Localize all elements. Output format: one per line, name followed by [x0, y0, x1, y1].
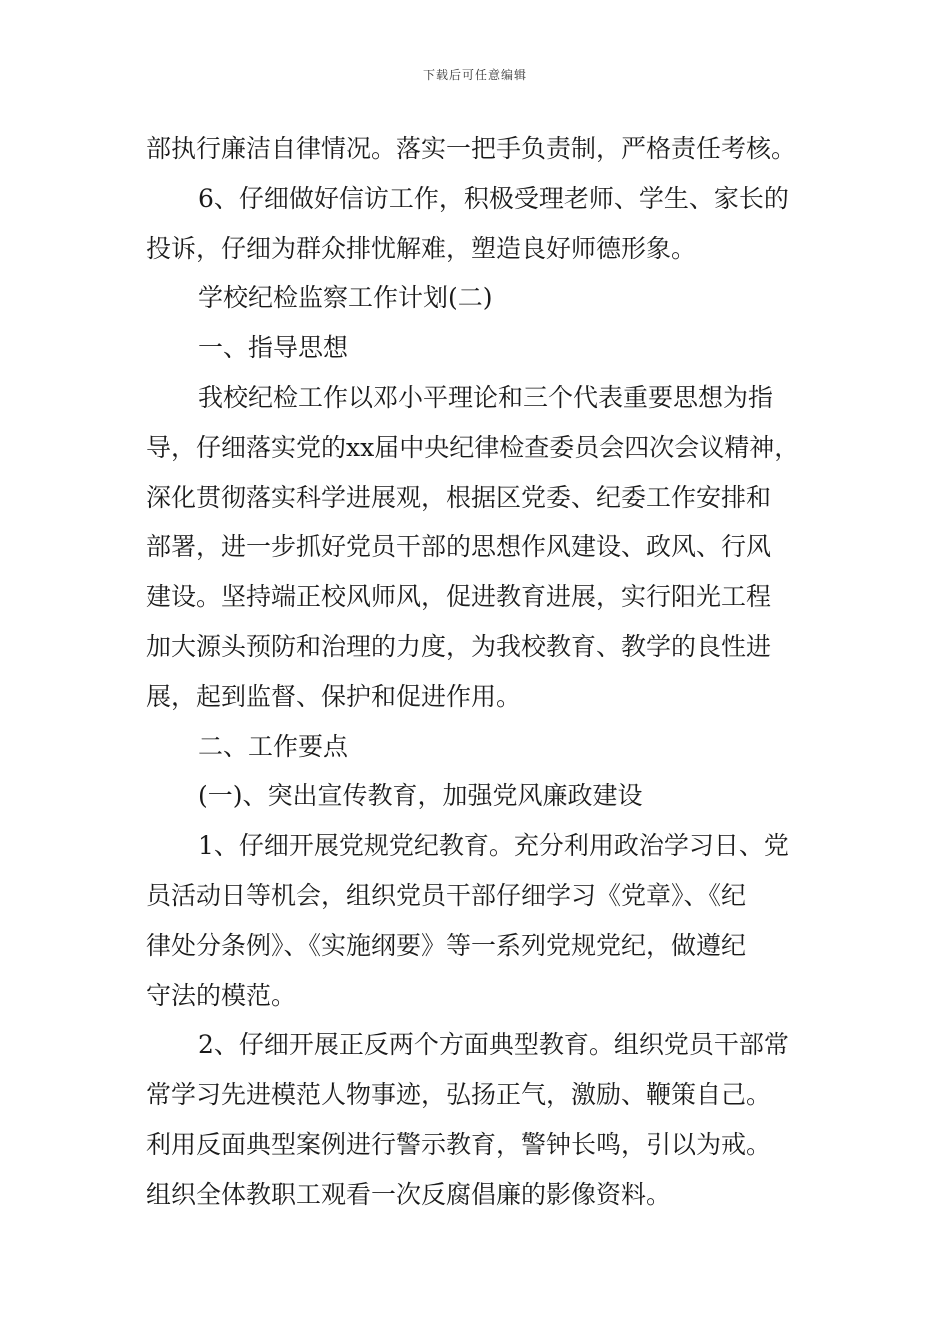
- text-line: 6、仔细做好信访工作，积极受理老师、学生、家长的: [198, 183, 789, 213]
- text-line: 律处分条例》、《实施纲要》等一系列党规党纪，做遵纪: [146, 930, 747, 960]
- text-line: 1、仔细开展党规党纪教育。充分利用政治学习日、党: [198, 831, 789, 861]
- text-line: 深化贯彻落实科学进展观，根据区党委、纪委工作安排和: [146, 482, 772, 512]
- text-line: 守法的模范。: [146, 980, 297, 1010]
- text-line: 员活动日等机会，组织党员干部仔细学习《党章》、《纪: [146, 880, 747, 910]
- text-line: (一)、突出宣传教育，加强党风廉政建设: [198, 781, 643, 811]
- text-line: 投诉，仔细为群众排忧解难，塑造良好师德形象。: [146, 233, 697, 263]
- document-body: [146, 124, 816, 1220]
- text-line: 学校纪检监察工作计划(二): [198, 283, 493, 313]
- text-line: 组织全体教职工观看一次反腐倡廉的影像资料。: [146, 1179, 672, 1209]
- text-line: 部署，进一步抓好党员干部的思想作风建设、政风、行风: [146, 532, 772, 562]
- text-line: 2、仔细开展正反两个方面典型教育。组织党员干部常: [198, 1030, 789, 1060]
- text-line: 二、工作要点: [198, 731, 349, 761]
- text-line: 常学习先进模范人物事迹，弘扬正气，激励、鞭策自己。: [146, 1080, 772, 1110]
- text-line: 一、指导思想: [198, 333, 349, 363]
- text-line: 加大源头预防和治理的力度，为我校教育、教学的良性进: [146, 631, 772, 661]
- text-line: 我校纪检工作以邓小平理论和三个代表重要思想为指: [198, 382, 774, 412]
- text-line: 建设。坚持端正校风师风，促进教育进展，实行阳光工程: [146, 582, 772, 612]
- text-line: 导，仔细落实党的xx届中央纪律检查委员会四次会议精神，: [146, 432, 800, 462]
- page-header-note: 下载后可任意编辑: [422, 68, 527, 82]
- text-line: 部执行廉洁自律情况。落实一把手负责制，严格责任考核。: [146, 134, 797, 163]
- text-line: 利用反面典型案例进行警示教育，警钟长鸣，引以为戒。: [146, 1129, 772, 1159]
- text-line: 展，起到监督、保护和促进作用。: [146, 681, 522, 711]
